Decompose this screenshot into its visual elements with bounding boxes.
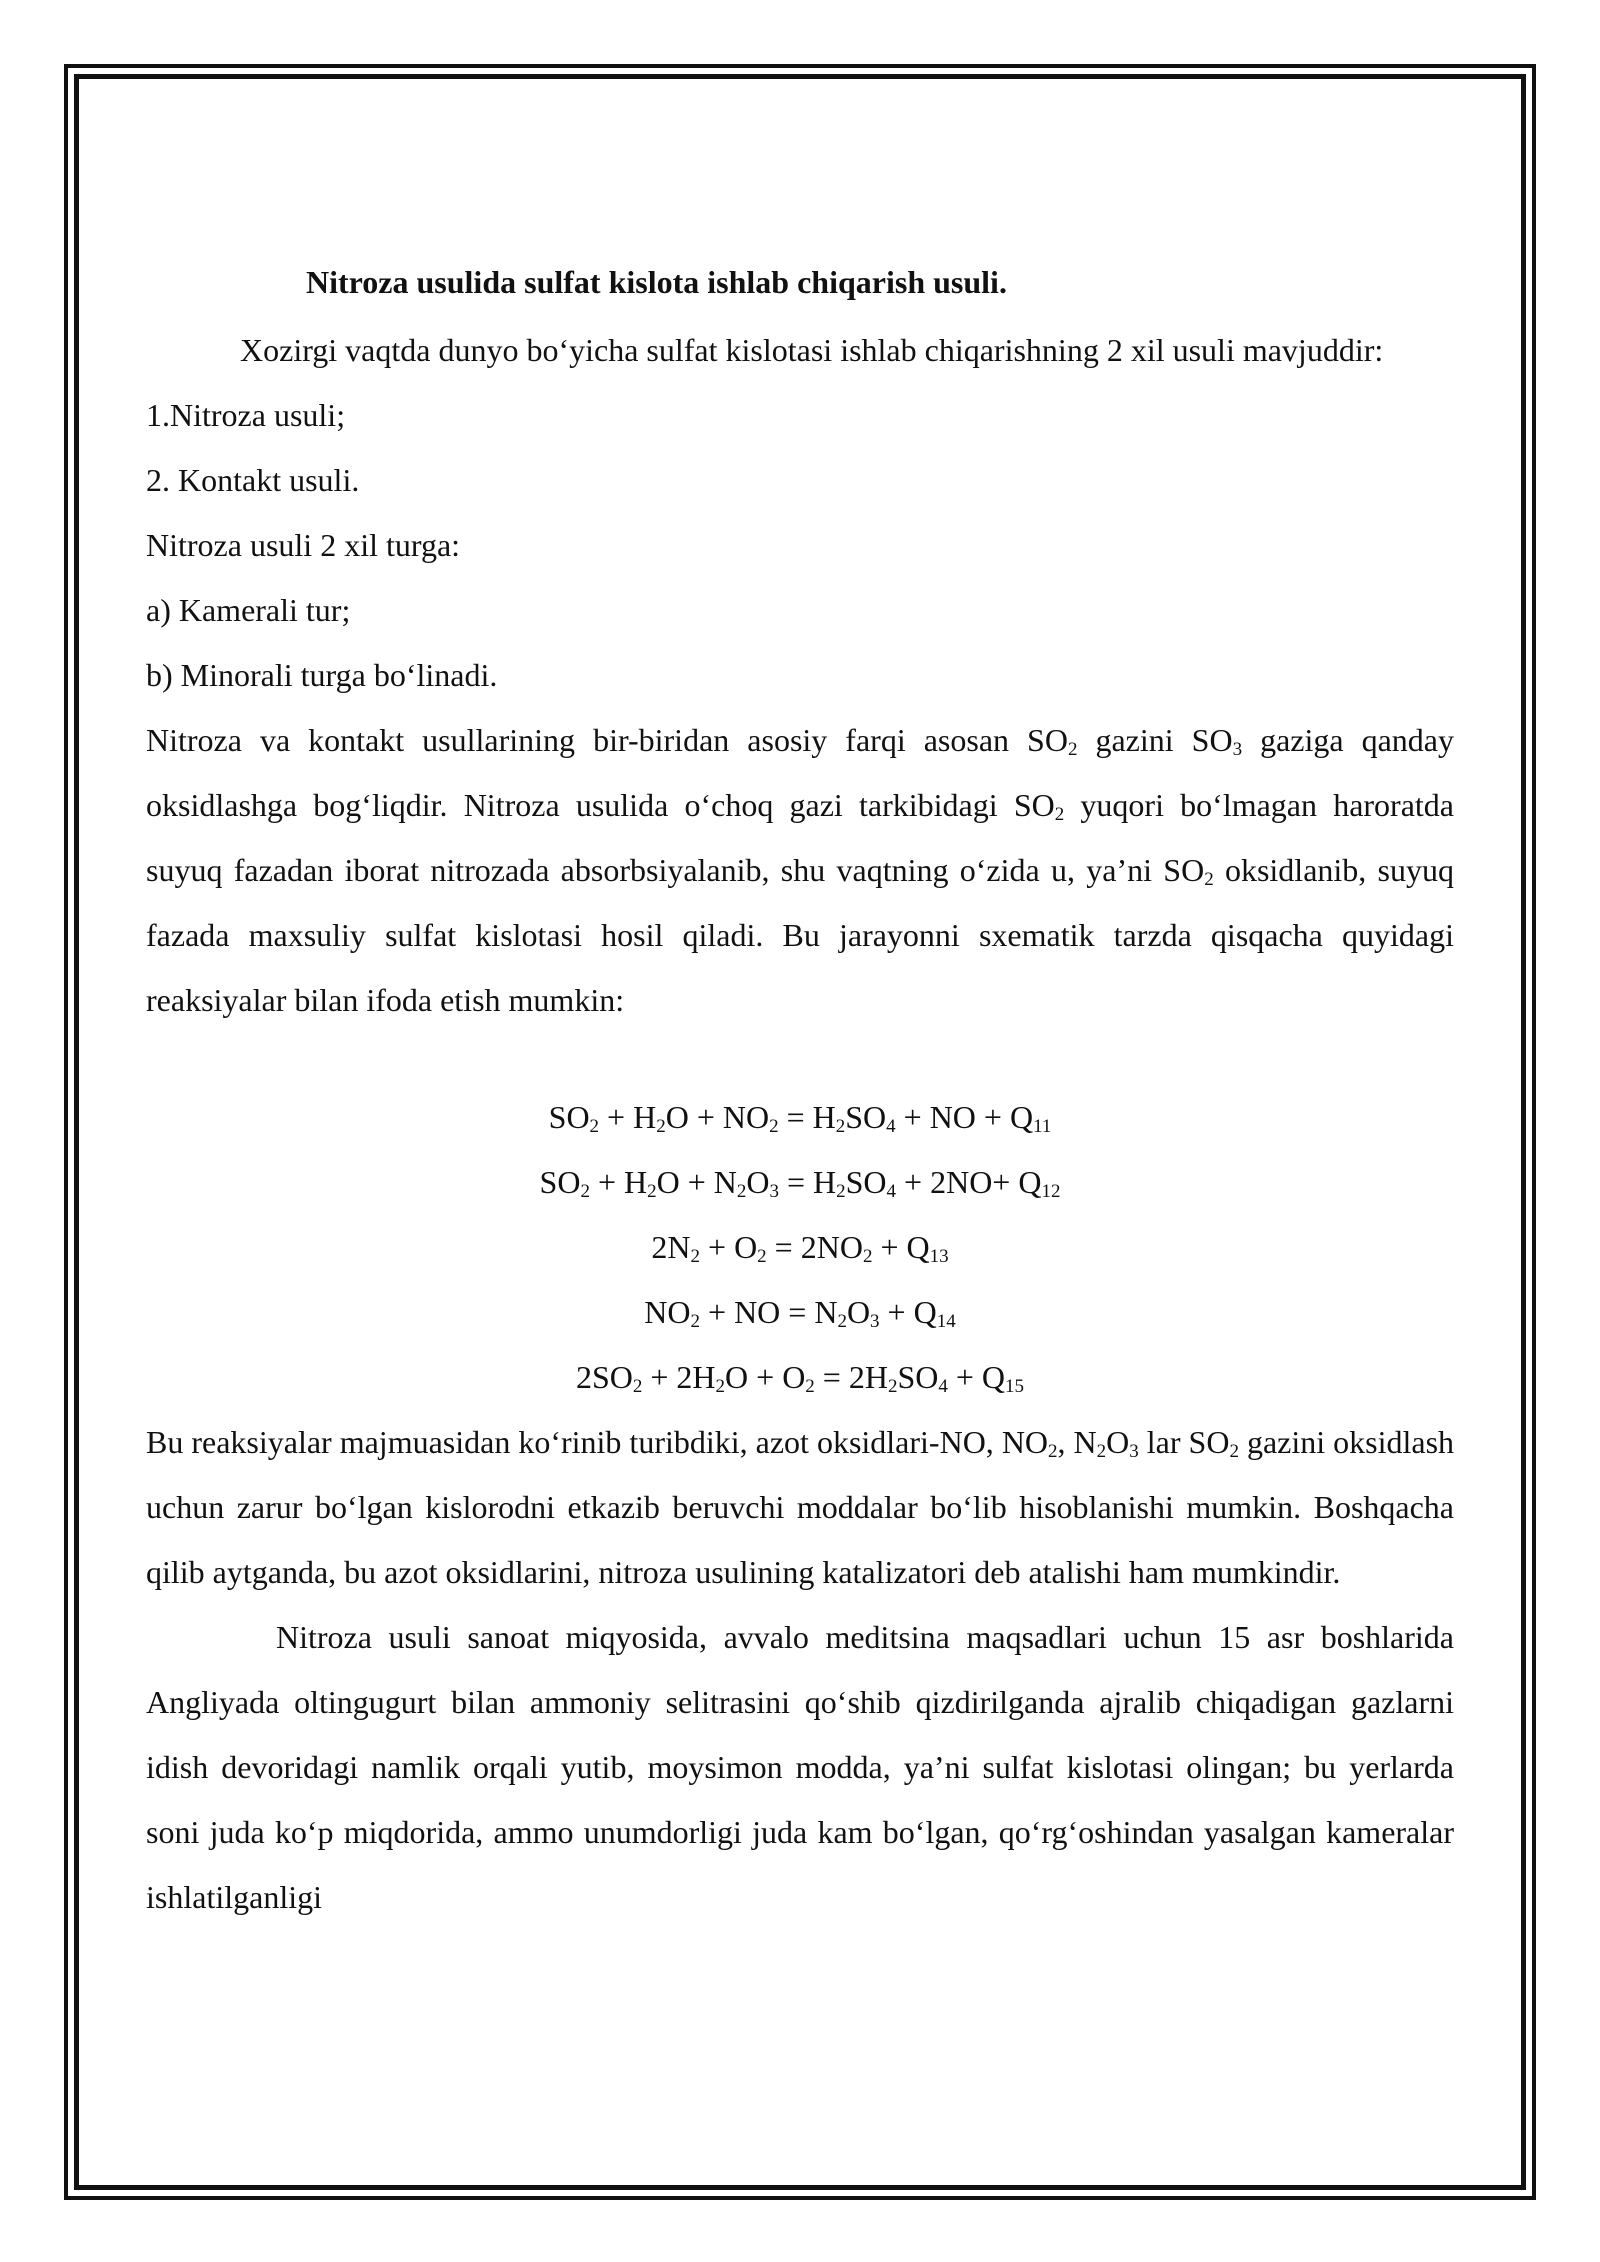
oxides-paragraph: Bu reaksiyalar majmuasidan ko‘rinib turibdiki, azot oksidlari-NO, $NO_2$, $N_2O_3$ lar $SO_2$ gazini oksidlash uchun zarur bo‘lgan kislorodni etkazib beruvchi moddalar bo‘lib hisoblanishi mumkin. Boshqacha qilib aytganda, bu azot oksidlarini, nitroza usulining katalizatori deb atalishi ham mumkindir. [146, 1424, 1455, 1590]
document-title: Nitroza usulida sulfat kislota ishlab chiqarish usuli. [306, 264, 1007, 300]
type-item-a: a) Kamerali tur; [146, 592, 351, 628]
equation-2: $SO_2 + H_2O + N_2O_3 = H_2SO_4 + 2NO+ Q_{12}$ [539, 1164, 1061, 1202]
equation-1: $SO_2 + H_2O + NO_2 = H_2SO_4$ + NO + $Q_{11}$ [548, 1099, 1052, 1137]
document-body [146, 256, 1454, 1930]
method-item-2: 2. Kontakt usuli. [146, 462, 360, 498]
method-item-1: 1.Nitroza usuli; [146, 397, 346, 433]
history-paragraph: Nitroza usuli sanoat miqyosida, avvalo meditsina maqsadlari uchun 15 asr boshlarida Angliyada oltingugurt bilan ammoniy selitrasini qo‘shib qizdirilganda ajralib chiqadigan gazlarni idish devoridagi namlik orqali yutib, moysimon modda, ya’ni sulfat kislotasi olingan; bu yerlarda soni juda ko‘p miqdorida, ammo unumdorligi juda kam bo‘lgan, qo‘rg‘oshindan yasalgan kameralar ishlatilganligi [146, 1619, 1454, 1915]
intro-paragraph: Xozirgi vaqtda dunyo bo‘yicha sulfat kislotasi ishlab chiqarishning 2 xil usuli mavjuddir: [240, 332, 1384, 368]
equation-5: $2SO_2 + 2H_2O + O_2 = 2H_2SO_4 + Q_{15}$ [575, 1359, 1025, 1397]
equation-4: $NO_2$ + NO = $N_2O_3 + Q_{14}$ [644, 1294, 956, 1332]
equations-block [146, 1085, 1454, 1410]
difference-paragraph: Nitroza va kontakt usullarining bir-biridan asosiy farqi asosan $SO_2$ gazini $SO_3$ gaziga qanday oksidlashga bog‘liqdir. Nitroza usulida o‘choq gazi tarkibidagi $SO_2$ yuqori bo‘lmagan haroratda suyuq fazadan iborat nitrozada absorbsiyalanib, shu vaqtning o‘zida u, ya’ni $SO_2$ oksidlanib, suyuq fazada maxsuliy sulfat kislotasi hosil qiladi. Bu jarayonni sxematik tarzda qisqacha quyidagi reaksiyalar bilan ifoda etish mumkin: [146, 722, 1455, 1018]
equation-3: $2N_2 + O_2 = 2NO_2 + Q_{13}$ [651, 1229, 949, 1267]
type-item-b: b) Minorali turga bo‘linadi. [146, 657, 498, 693]
types-intro: Nitroza usuli 2 xil turga: [146, 527, 461, 563]
